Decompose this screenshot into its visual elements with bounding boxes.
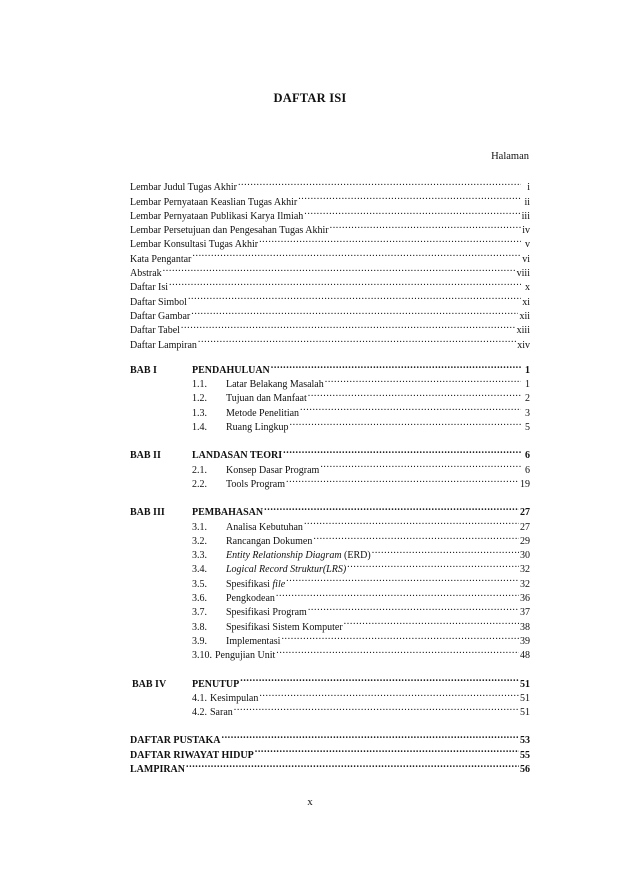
section-page: 39 bbox=[520, 635, 530, 647]
section-entry bbox=[130, 416, 530, 434]
section-number: 2.1. bbox=[192, 464, 207, 476]
section-page: 19 bbox=[520, 478, 530, 490]
toc-entry bbox=[130, 319, 530, 337]
toc-entry-page: xiv bbox=[517, 339, 530, 351]
chapter-page: 6 bbox=[525, 450, 530, 462]
back-matter-page: 56 bbox=[520, 763, 530, 775]
dot-leader bbox=[198, 333, 516, 347]
chapter-4 bbox=[130, 672, 530, 719]
section-page: 38 bbox=[520, 621, 530, 633]
page-number: x bbox=[307, 797, 313, 808]
dot-leader bbox=[298, 190, 521, 204]
dot-leader bbox=[330, 219, 521, 233]
section-page: 27 bbox=[520, 521, 530, 533]
table-of-contents bbox=[130, 176, 530, 775]
toc-entry-page: ii bbox=[524, 196, 530, 208]
toc-entry-label: Daftar Simbol bbox=[130, 296, 187, 308]
section-number: 3.4. bbox=[192, 564, 207, 576]
chapter-3 bbox=[130, 501, 530, 662]
dot-leader bbox=[286, 473, 519, 487]
dot-leader bbox=[259, 687, 519, 701]
dot-leader bbox=[163, 262, 516, 276]
section-page: 51 bbox=[520, 692, 530, 704]
toc-entry-label: Kata Pengantar bbox=[130, 253, 192, 265]
section-title: Rancangan Dokumen bbox=[226, 535, 313, 547]
section-page: 48 bbox=[520, 650, 530, 662]
chapter-heading bbox=[130, 359, 530, 376]
section-number: 3.6. bbox=[192, 593, 207, 605]
section-number: 3.9. bbox=[192, 635, 207, 647]
toc-entry-label: Daftar Isi bbox=[130, 282, 169, 294]
toc-entry-page: xi bbox=[522, 296, 530, 308]
toc-entry bbox=[130, 262, 530, 280]
dot-leader bbox=[169, 276, 521, 290]
toc-entry-page: viii bbox=[516, 268, 530, 280]
back-matter-label: DAFTAR PUSTAKA bbox=[130, 735, 221, 747]
dot-leader bbox=[300, 401, 521, 415]
section-number: 3.5. bbox=[192, 578, 207, 590]
chapter-page: 51 bbox=[520, 678, 530, 690]
section-title: Metode Penelitian bbox=[226, 407, 300, 419]
section-page: 32 bbox=[520, 564, 530, 576]
section-entry bbox=[130, 473, 530, 490]
chapter-title: PEMBAHASAN bbox=[192, 507, 264, 519]
toc-entry bbox=[130, 276, 530, 294]
toc-entry-label: Daftar Lampiran bbox=[130, 339, 197, 351]
toc-entry-page: x bbox=[525, 282, 530, 294]
section-title: Ruang Lingkup bbox=[226, 422, 289, 434]
section-number: 3.10. bbox=[192, 650, 212, 662]
chapter-2 bbox=[130, 444, 530, 490]
dot-leader bbox=[259, 233, 521, 247]
section-title: Tujuan dan Manfaat bbox=[226, 393, 307, 405]
dot-leader bbox=[255, 743, 519, 757]
section-title: Latar Belakang Masalah bbox=[226, 379, 324, 391]
section-title-italic: Entity Relationship Diagram bbox=[226, 550, 342, 562]
back-matter-page: 55 bbox=[520, 749, 530, 761]
chapter-title: LANDASAN TEORI bbox=[192, 450, 283, 462]
chapter-page: 1 bbox=[525, 364, 530, 376]
section-number: 1.4. bbox=[192, 422, 207, 434]
dot-leader bbox=[181, 319, 516, 333]
section-title: Saran bbox=[210, 707, 233, 719]
section-page: 1 bbox=[525, 379, 530, 391]
dot-leader bbox=[290, 416, 522, 430]
dot-leader bbox=[308, 601, 519, 615]
section-number: 3.2. bbox=[192, 535, 207, 547]
section-number: 1.2. bbox=[192, 393, 207, 405]
toc-entry-page: v bbox=[525, 239, 530, 251]
chapter-heading bbox=[130, 501, 530, 519]
section-entry bbox=[130, 530, 530, 547]
dot-leader bbox=[281, 630, 519, 644]
section-title: Kesimpulan bbox=[210, 692, 259, 704]
section-number: 2.2. bbox=[192, 478, 207, 490]
dot-leader bbox=[283, 444, 521, 458]
section-entry bbox=[130, 615, 530, 633]
chapter-title: PENUTUP bbox=[192, 678, 240, 690]
dot-leader bbox=[276, 644, 519, 658]
section-entry bbox=[130, 387, 530, 405]
dot-leader bbox=[191, 305, 518, 319]
toc-entry bbox=[130, 176, 530, 194]
toc-entry-label: Lembar Pernyataan Publikasi Karya Ilmiah bbox=[130, 210, 304, 222]
section-title: Konsep Dasar Program bbox=[226, 464, 320, 476]
section-page: 51 bbox=[520, 707, 530, 719]
toc-entry bbox=[130, 333, 530, 351]
section-entry bbox=[130, 630, 530, 647]
chapter-heading bbox=[130, 444, 530, 462]
toc-entry-label: Lembar Pernyataan Keaslian Tugas Akhir bbox=[130, 196, 298, 208]
section-page: 32 bbox=[520, 578, 530, 590]
dot-leader bbox=[308, 387, 521, 401]
toc-entry-label: Lembar Judul Tugas Akhir bbox=[130, 182, 237, 194]
back-matter-entry bbox=[130, 758, 530, 775]
section-title: Pengkodean bbox=[226, 593, 275, 605]
chapter-number: BAB I bbox=[130, 364, 157, 376]
chapter-page: 27 bbox=[520, 507, 530, 519]
dot-leader bbox=[276, 587, 519, 601]
back-matter-label: DAFTAR RIWAYAT HIDUP bbox=[130, 749, 254, 761]
section-title: Spesifikasi Program bbox=[226, 607, 307, 619]
back-matter-page: 53 bbox=[520, 735, 530, 747]
section-title-italic: Logical Record Struktur(LRS) bbox=[226, 564, 347, 576]
front-matter-list bbox=[130, 176, 530, 351]
dot-leader bbox=[238, 176, 521, 190]
chapter-number: BAB III bbox=[130, 507, 165, 519]
chapter-title: PENDAHULUAN bbox=[192, 364, 270, 376]
chapter-1 bbox=[130, 359, 530, 434]
toc-entry-page: vi bbox=[522, 253, 530, 265]
dot-leader bbox=[325, 373, 521, 387]
section-entry bbox=[130, 401, 530, 419]
toc-entry-label: Lembar Konsultasi Tugas Akhir bbox=[130, 239, 259, 251]
section-title: Tools Program bbox=[226, 478, 286, 490]
section-page: 37 bbox=[520, 607, 530, 619]
toc-entry-page: xiii bbox=[516, 325, 530, 337]
section-title-italic: file bbox=[272, 578, 286, 590]
dot-leader bbox=[372, 544, 519, 558]
page-column-header: Halaman bbox=[491, 151, 529, 162]
toc-entry-page: xii bbox=[519, 310, 530, 322]
dot-leader bbox=[240, 672, 519, 686]
dot-leader bbox=[264, 501, 519, 515]
dot-leader bbox=[186, 758, 519, 772]
section-page: 36 bbox=[520, 593, 530, 605]
chapter-heading bbox=[130, 672, 530, 690]
dot-leader bbox=[304, 205, 520, 219]
toc-entry-page: iv bbox=[522, 225, 530, 237]
toc-entry bbox=[130, 290, 530, 308]
section-entry bbox=[130, 587, 530, 605]
section-page: 5 bbox=[525, 422, 530, 434]
back-matter-label: LAMPIRAN bbox=[130, 763, 185, 775]
section-title: Pengujian Unit bbox=[215, 650, 276, 662]
dot-leader bbox=[347, 558, 519, 572]
dot-leader bbox=[188, 290, 521, 304]
toc-entry-label: Lembar Persetujuan dan Pengesahan Tugas Akhir bbox=[130, 225, 329, 237]
section-page: 6 bbox=[525, 464, 530, 476]
section-number: 1.1. bbox=[192, 379, 207, 391]
section-page: 2 bbox=[525, 393, 530, 405]
section-page: 29 bbox=[520, 535, 530, 547]
section-entry bbox=[130, 644, 530, 662]
section-page: 30 bbox=[520, 550, 530, 562]
chapter-number: BAB II bbox=[130, 450, 161, 462]
section-number: 4.1. bbox=[192, 692, 207, 704]
section-number: 1.3. bbox=[192, 407, 207, 419]
dot-leader bbox=[344, 615, 519, 629]
section-title: Analisa Kebutuhan bbox=[226, 521, 303, 533]
toc-entry-label: Daftar Gambar bbox=[130, 310, 191, 322]
toc-entry bbox=[130, 305, 530, 322]
section-number: 3.1. bbox=[192, 521, 207, 533]
toc-entry-label: Daftar Tabel bbox=[130, 325, 180, 337]
section-number: 3.8. bbox=[192, 621, 207, 633]
dot-leader bbox=[304, 515, 519, 529]
dot-leader bbox=[320, 458, 521, 472]
section-number: 3.3. bbox=[192, 550, 207, 562]
section-title: Implementasi bbox=[226, 635, 281, 647]
section-number: 4.2. bbox=[192, 707, 207, 719]
section-entry bbox=[130, 544, 530, 562]
chapter-number: BAB IV bbox=[132, 678, 167, 690]
page-title: DAFTAR ISI bbox=[273, 91, 347, 105]
section-entry bbox=[130, 572, 530, 590]
toc-entry-page: i bbox=[527, 182, 530, 194]
dot-leader bbox=[221, 729, 519, 743]
dot-leader bbox=[313, 530, 519, 544]
back-matter-list bbox=[130, 729, 530, 775]
dot-leader bbox=[192, 247, 521, 261]
dot-leader bbox=[271, 359, 521, 373]
section-number: 3.7. bbox=[192, 607, 207, 619]
section-entry bbox=[130, 701, 530, 719]
toc-entry-page: iii bbox=[521, 210, 530, 222]
toc-entry-label: Abstrak bbox=[130, 268, 162, 280]
back-matter-entry bbox=[130, 729, 530, 747]
section-entry bbox=[130, 601, 530, 619]
section-title: Spesifikasi Sistem Komputer bbox=[226, 621, 343, 633]
section-page: 3 bbox=[525, 407, 530, 419]
dot-leader bbox=[234, 701, 519, 715]
section-title-suffix: (ERD) bbox=[341, 550, 371, 562]
section-title-plain: Spesifikasi bbox=[226, 578, 273, 590]
dot-leader bbox=[286, 572, 519, 586]
